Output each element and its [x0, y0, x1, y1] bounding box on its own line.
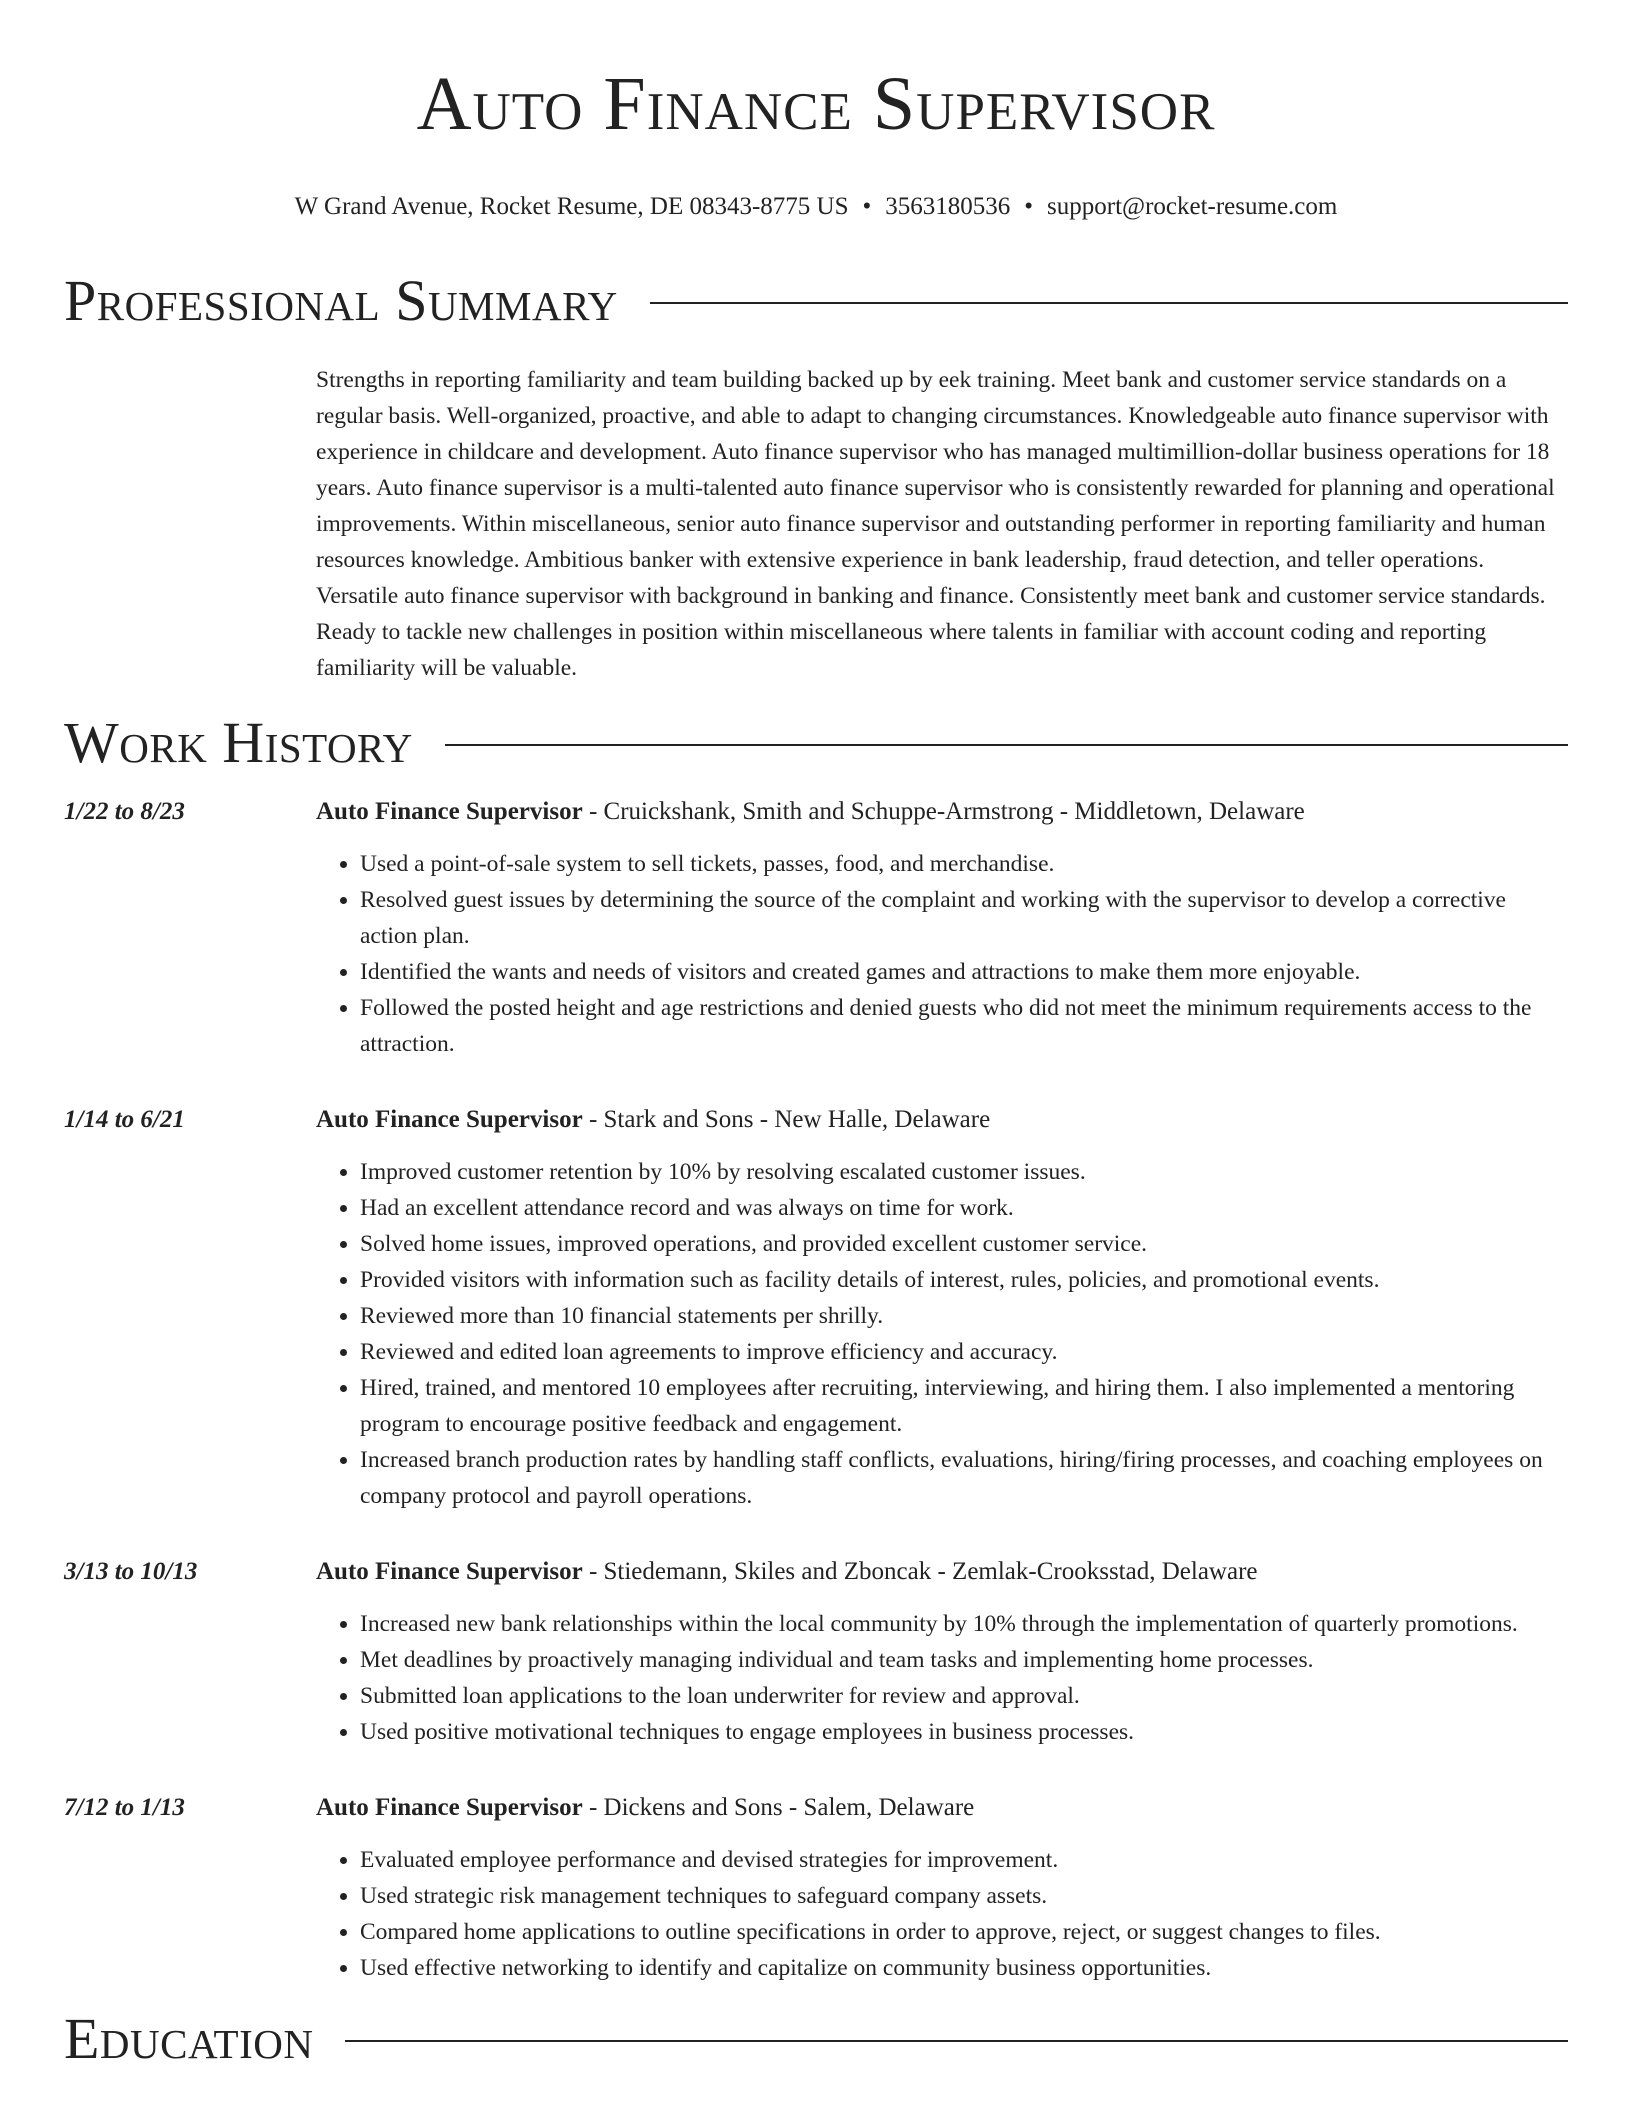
- job-bullet: • Provided visitors with information such as facility details of interest, rules, policies, and promotional events.: [360, 1262, 1568, 1298]
- section-divider: [345, 2040, 1568, 2042]
- job-title: Auto Finance Supervisor: [316, 1106, 583, 1133]
- job-body: [316, 1790, 1568, 1986]
- job-bullet: • Used positive motivational techniques to engage employees in business processes.: [360, 1714, 1568, 1750]
- job-bullet: • Had an excellent attendance record and was always on time for work.: [360, 1190, 1568, 1226]
- job-entry: [64, 794, 1568, 1062]
- work-heading-text: Work History: [64, 710, 413, 775]
- job-body: [316, 1102, 1568, 1514]
- job-bullet: • Used effective networking to identify and capitalize on community business opportunities.: [360, 1950, 1568, 1986]
- job-bullet: • Increased new bank relationships within the local community by 10% through the implementation of quarterly promotions.: [360, 1606, 1568, 1642]
- job-bullet: • Followed the posted height and age restrictions and denied guests who did not meet the minimum requirements access to the attraction.: [360, 990, 1568, 1062]
- job-employer-location: - Stiedemann, Skiles and Zboncak - Zemlak-Crooksstad, Delaware: [582, 1558, 1258, 1585]
- job-bullet: • Increased branch production rates by handling staff conflicts, evaluations, hiring/firing processes, and coaching employees on company protocol and payroll operations.: [360, 1442, 1568, 1514]
- summary-text: Strengths in reporting familiarity and team building backed up by eek training. Meet bank and customer service standards on a regular basis. Well-organized, proactive, and able to adapt to changing circumstances. Knowledgeable auto finance supervisor with experience in childcare and development. Auto finance supervisor who has managed multimillion-dollar business operations for 18 years. Auto finance supervisor is a multi-talented auto finance supervisor who is consistently rewarded for planning and operational improvements. Within miscellaneous, senior auto finance supervisor and outstanding performer in reporting familiarity and human resources knowledge. Ambitious banker with extensive experience in bank leadership, fraud detection, and teller operations. Versatile auto finance supervisor with background in banking and finance. Consistently meet bank and customer service standards. Ready to tackle new challenges in position within miscellaneous where talents in familiar with account coding and reporting familiarity will be valuable.: [316, 367, 1555, 681]
- job-bullet: • Reviewed more than 10 financial statements per shrilly.: [360, 1298, 1568, 1334]
- job-bullet: • Submitted loan applications to the loan underwriter for review and approval.: [360, 1678, 1568, 1714]
- job-bullet: • Identified the wants and needs of visitors and created games and attractions to make them more enjoyable.: [360, 954, 1568, 990]
- education-section-heading: [64, 2004, 1568, 2074]
- job-entry: [64, 1102, 1568, 1514]
- job-title-line: [316, 1554, 1568, 1590]
- job-employer-location: - Cruickshank, Smith and Schuppe-Armstrong - Middletown, Delaware: [582, 798, 1305, 825]
- job-bullet: • Used a point-of-sale system to sell tickets, passes, food, and merchandise.: [360, 846, 1568, 882]
- job-bullet: • Solved home issues, improved operations, and provided excellent customer service.: [360, 1226, 1568, 1262]
- contact-separator: •: [862, 193, 872, 220]
- job-bullet: • Reviewed and edited loan agreements to improve efficiency and accuracy.: [360, 1334, 1568, 1370]
- summary-section-heading: [64, 266, 1568, 336]
- education-heading-text: Education: [64, 2006, 314, 2071]
- job-bullets: [316, 1606, 1568, 1750]
- job-bullet: • Evaluated employee performance and devised strategies for improvement.: [360, 1842, 1568, 1878]
- job-bullet: • Resolved guest issues by determining the source of the complaint and working with the supervisor to develop a corrective action plan.: [360, 882, 1568, 954]
- job-dates: 3/13 to 10/13: [64, 1558, 198, 1585]
- contact-separator: •: [1024, 193, 1034, 220]
- summary-heading-text: Professional Summary: [64, 268, 618, 333]
- job-title-line: [316, 794, 1568, 830]
- work-section-heading: [64, 708, 1568, 778]
- job-bullet: • Hired, trained, and mentored 10 employees after recruiting, interviewing, and hiring them. I also implemented a mentoring program to encourage positive feedback and engagement.: [360, 1370, 1568, 1442]
- contact-line: [64, 190, 1568, 224]
- job-title: Auto Finance Supervisor: [316, 798, 583, 825]
- section-divider: [650, 302, 1568, 304]
- job-title: Auto Finance Supervisor: [316, 1794, 583, 1821]
- contact-address: W Grand Avenue, Rocket Resume, DE 08343-8775 US: [294, 193, 849, 220]
- job-bullet: • Used strategic risk management techniques to safeguard company assets.: [360, 1878, 1568, 1914]
- job-entry: [64, 1554, 1568, 1750]
- job-title: Auto Finance Supervisor: [316, 1558, 583, 1585]
- job-title-line: [316, 1790, 1568, 1826]
- job-body: [316, 794, 1568, 1062]
- job-title-line: [316, 1102, 1568, 1138]
- work-history-list: [64, 794, 1568, 1986]
- job-bullets: [316, 1842, 1568, 1986]
- job-dates: 1/22 to 8/23: [64, 798, 185, 825]
- job-dates: 1/14 to 6/21: [64, 1106, 185, 1133]
- job-bullet: • Compared home applications to outline specifications in order to approve, reject, or suggest changes to files.: [360, 1914, 1568, 1950]
- job-entry: [64, 1790, 1568, 1986]
- job-bullets: [316, 846, 1568, 1062]
- job-dates: 7/12 to 1/13: [64, 1794, 185, 1821]
- job-bullet: • Improved customer retention by 10% by resolving escalated customer issues.: [360, 1154, 1568, 1190]
- section-divider: [445, 744, 1568, 746]
- contact-email: support@rocket-resume.com: [1047, 193, 1338, 220]
- job-employer-location: - Stark and Sons - New Halle, Delaware: [582, 1106, 991, 1133]
- resume-name: Auto Finance Supervisor: [416, 62, 1216, 146]
- job-bullets: [316, 1154, 1568, 1514]
- job-body: [316, 1554, 1568, 1750]
- contact-phone: 3563180536: [885, 193, 1011, 220]
- job-bullet: • Met deadlines by proactively managing individual and team tasks and implementing home processes.: [360, 1642, 1568, 1678]
- job-employer-location: - Dickens and Sons - Salem, Delaware: [582, 1794, 975, 1821]
